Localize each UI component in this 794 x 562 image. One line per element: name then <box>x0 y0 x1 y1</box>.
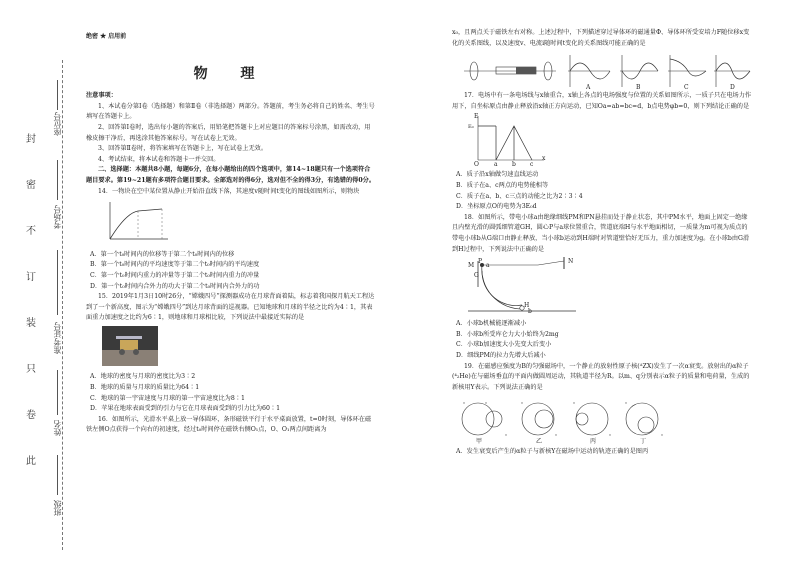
q18-a-label: a <box>486 262 490 270</box>
binding-strip <box>0 0 86 562</box>
question-16-stem: 16．如图所示，光滑水平桌上放一导体圆环，条形磁铁平行于水平桌面放置，t=0时刻，导体环在磁铁左侧O点获得一个向右的初速度，经过t₀时间停在磁铁右侧O₁点，O、O₁两点间距离为 <box>86 415 372 434</box>
fill-line <box>57 80 58 110</box>
q18-option: B．小球b所受库仑力大小始终为2mg <box>456 330 559 338</box>
q15-option: A．地球的密度与月球的密度比为3∶2 <box>90 373 196 381</box>
q18-option: A．小球b机械能逐渐减小 <box>456 320 527 328</box>
left-column <box>86 32 376 436</box>
q18-p-label: P <box>478 258 483 266</box>
q18-figure <box>468 257 752 317</box>
secret-label: 绝密 ★ 启用前 <box>86 33 127 40</box>
q15-option: B．地球的质量与月球的质量比为64∶1 <box>90 384 200 392</box>
fill-line <box>57 250 58 315</box>
question-14-stem: 14．一物块在空中某位置从静止开始沿直线下落，其速度v随时间t变化的图线如图所示，则物块 <box>98 187 360 195</box>
q17-e0-label: E₀ <box>468 124 474 131</box>
name-label: 姓名 <box>53 420 62 436</box>
q14-option: D．第一个t₀时间内合外力的功大于第二个t₀时间内合外力的功 <box>90 282 260 290</box>
q14-option: A．第一个t₀时间内的位移等于第二个t₀时间内的位移 <box>90 250 235 258</box>
seal-char: 此 <box>26 456 36 467</box>
question-18-stem: 18．如图所示，带电小球a由绝缘细线PM和PN悬挂而处于静止状态，其中PM水平，地面上固定一绝缘且内壁光滑的圆弧细管道GH，圆心P与a球位置重合，管道底端H与水平地面相切，一质量为m可视为质点的带电小球b从G端口由静止释放，当小球b运动到H端时对管道壁恰好无压力，重力加速度为g。在小球b由G滑到H过程中，下列说法中正确的是 <box>452 213 750 253</box>
seal-char: 订 <box>26 272 36 283</box>
notice-item: 2、回答第Ⅰ卷时，选出每小题的答案后，用铅笔把答题卡上对应题目的答案标号涂黑，如需改动，用橡皮擦干净后，再选涂其他答案标号。写在试卷上无效。 <box>86 123 371 142</box>
admission-number-label: 准考证号 <box>53 322 62 354</box>
q15-option: C．地球的第一宇宙速度与月球的第一宇宙速度比为8∶1 <box>90 394 245 402</box>
q17-option: B．质子在a、c两点的电势能相等 <box>456 181 549 189</box>
q19-figure-label: 甲 <box>476 438 483 446</box>
q19-option: A．发生衰变后产生的α粒子与新核Y在磁场中运动的轨迹正确的是图丙 <box>456 448 649 456</box>
question-15-stem: 15．2019年1月3日10时26分，“嫦娥四号”探测器成功在月球背面着陆，标志着我国探月航天工程达到了一个新高度，图示为“嫦娥四号”到达月球背面的巡视器。已知地球和月球的半径之比约为4∶1，其表面重力加速度之比约为6∶1，则地球和月球相比较，下列说法中最接近实际的是 <box>86 293 375 322</box>
notice-item: 1、本试卷分第Ⅰ卷（选择题）和第Ⅱ卷（非选择题）两部分。答题前，考生务必将自己的姓名、考生号填写在答题卡上。 <box>86 102 375 121</box>
seal-char: 不 <box>26 226 36 237</box>
q18-g-label: G <box>474 272 479 280</box>
class-label: 班级 <box>53 500 62 516</box>
q16-figure-label: B <box>636 84 641 92</box>
q19-figure-label: 乙 <box>536 438 543 446</box>
seal-char: 只 <box>26 364 36 375</box>
q19-track-figures <box>456 395 752 445</box>
q18-n-label: N <box>568 258 574 266</box>
exam-title: 物 理 <box>193 65 269 82</box>
notice-item: 4、考试结束，将本试卷和答题卡一并交回。 <box>98 155 220 163</box>
q17-b-label: b <box>512 161 516 169</box>
fill-line <box>57 160 58 200</box>
seal-char: 密 <box>26 180 36 191</box>
q18-b-label: b <box>528 308 532 316</box>
seal-char: 装 <box>26 318 36 329</box>
question-16-continued: x₀，且两点关于磁铁左右对称。上述过程中，下列描述穿过导体环的磁通量Φ、导体环所受安培力F随位移x变化的关系图线，以及速度v、电流i随时间t变化的关系图线可能正确的是 <box>452 29 750 47</box>
q15-option: D．苹果在地球表面受到的引力与它在月球表面受到的引力比为60∶1 <box>90 405 281 413</box>
seal-char: 卷 <box>26 410 36 421</box>
q16-figure-label: A <box>586 84 591 92</box>
q17-option: D．坐标原点O的电势为3E₀d <box>456 203 537 211</box>
q16-figure-label: C <box>684 84 689 92</box>
question-19-stem: 19．在磁感应强度为B的匀强磁场中，一个静止的放射性原子核(ᴬZX)发生了一次α衰变。放射出的α粒子(⁴₂He)在与磁场垂直的平面内做圆周运动，其轨道半径为R。以m、q分别表示α粒子的质量和电荷量，生成的新核用Y表示。下列说法正确的是 <box>452 362 750 391</box>
q17-y-label: E <box>474 113 479 121</box>
q17-a-label: a <box>494 161 498 169</box>
q18-option: C．小球b加速度大小先变大后变小 <box>456 341 552 349</box>
q14-option: C．第一个t₀时间内重力的冲量等于第二个t₀时间内重力的冲量 <box>90 271 260 279</box>
fill-line <box>57 455 58 495</box>
q17-origin-label: O <box>474 161 479 169</box>
lunar-rover-photo <box>102 326 376 371</box>
seat-number-label: 座位号 <box>53 112 62 136</box>
fill-line <box>57 370 58 415</box>
q16-figure-label: D <box>730 84 735 92</box>
notice-item: 3、回答第Ⅱ卷时，将答案填写在答题卡上，写在试卷上无效。 <box>98 145 268 153</box>
q16-figures <box>460 51 752 92</box>
section-heading: 二、选择题：本题共8小题，每题6分，在每小题给出的四个选项中，第14~18题只有一个选项符合题目要求。第19~21题有多项符合题目要求。全部选对的得6分，选对但不全的得3分，有选错的得0分。 <box>86 166 376 184</box>
q17-option: C．质子在a、b、c三点的动能之比为2∶3∶4 <box>456 192 583 200</box>
right-column <box>452 28 752 458</box>
question-17-stem: 17．电场中有一条电场线与x轴重合，x轴上各点的电场强度与位置的关系如图所示，一质子只在电场力作用下，自坐标原点由静止释放沿x轴正方向运动，已知Oa=ab=bc=d，b点电势φb=0，则下列结论正确的是 <box>452 92 752 110</box>
q17-x-label: x <box>542 155 546 163</box>
q14-vt-graph <box>102 199 376 248</box>
q18-m-label: M <box>468 262 475 270</box>
q17-c-label: c <box>530 161 534 169</box>
notice-heading: 注意事项： <box>86 92 117 100</box>
q18-option: D．细线PM的拉力先增大后减小 <box>456 351 546 359</box>
q14-option: B．第一个t₀时间内的平均速度等于第二个t₀时间内的平均速度 <box>90 261 260 269</box>
seal-char: 封 <box>26 134 36 145</box>
q18-h-label: H <box>524 302 530 310</box>
q19-figure-label: 丙 <box>590 438 597 446</box>
exam-room-label: 考场号 <box>53 205 62 229</box>
q19-figure-label: 丁 <box>640 438 647 446</box>
q17-e-x-graph <box>468 114 752 168</box>
q17-option: A．质子沿x轴做匀速直线运动 <box>456 171 539 179</box>
